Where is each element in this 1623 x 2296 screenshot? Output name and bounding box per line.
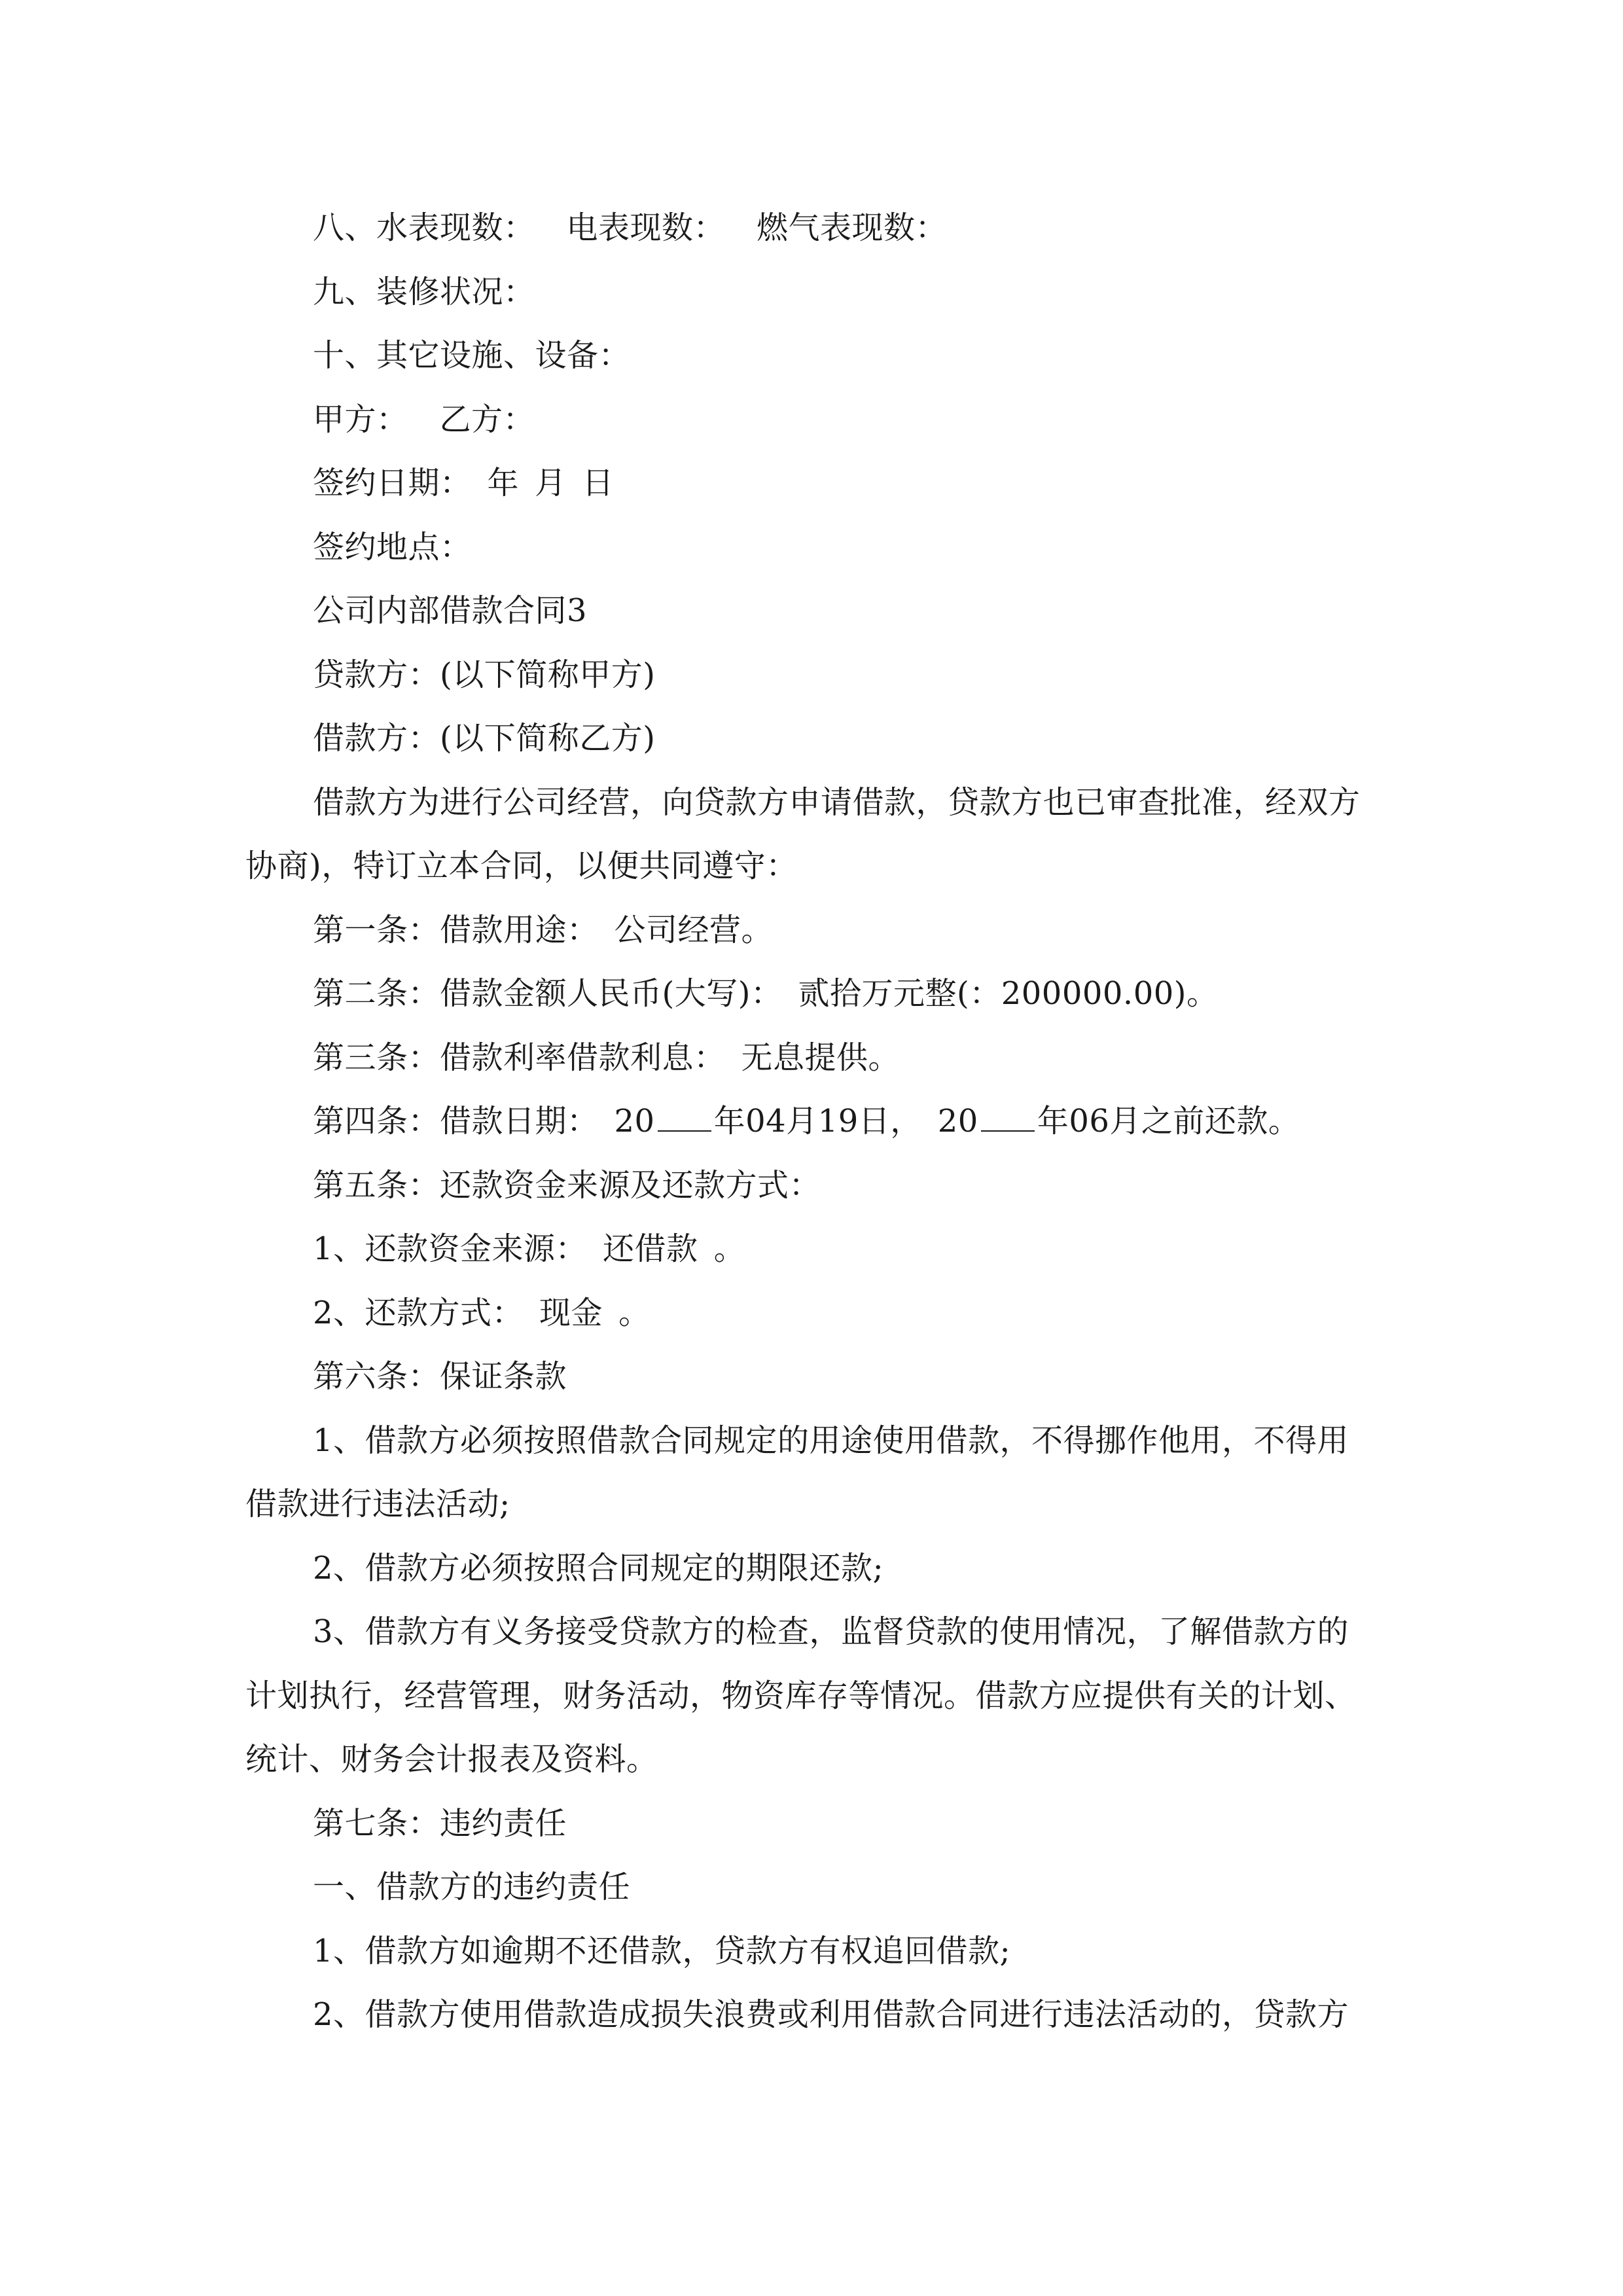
party-b-label: 乙方： — [439, 401, 535, 438]
repayment-method-value: 现金 — [539, 1294, 603, 1331]
borrower-line: 借款方：(以下简称乙方) — [313, 720, 656, 757]
article-3-label: 第三条：借款利率借款利息： — [313, 1039, 726, 1076]
repayment-method-line — [245, 1282, 1381, 1346]
preamble-line-1: 借款方为进行公司经营，向贷款方申请借款，贷款方也已审查批准，经双方 — [313, 783, 1361, 821]
article-2-value: 贰拾万元整(：200000.00)。 — [798, 975, 1219, 1012]
other-facilities-line: 十、其它设施、设备： — [313, 337, 631, 374]
decoration-status-line: 九、装修状况： — [313, 273, 535, 310]
article-4 — [245, 1090, 1381, 1154]
gas-meter-label: 燃气表现数： — [757, 209, 948, 246]
repay-date: 年06月之前还款。 — [1037, 1103, 1300, 1139]
repay-year-prefix: 20 — [937, 1103, 978, 1139]
article-3 — [245, 1026, 1381, 1090]
electric-meter-label: 电表现数： — [566, 209, 726, 246]
guarantee-3-line-1: 3、借款方有义务接受贷款方的检查，监督贷款的使用情况，了解借款方的 — [313, 1613, 1349, 1650]
repay-year-blank — [981, 1105, 1035, 1132]
repayment-method-end: 。 — [618, 1294, 651, 1331]
repayment-source-label: 1、还款资金来源： — [313, 1230, 588, 1267]
borrower-liability-heading: 一、借款方的违约责任 — [313, 1869, 631, 1905]
article-5: 第五条：还款资金来源及还款方式： — [313, 1166, 821, 1204]
article-2-label: 第二条：借款金额人民币(大写)： — [313, 975, 783, 1012]
repayment-source-end: 。 — [713, 1230, 746, 1267]
guarantee-2: 2、借款方必须按照合同规定的期限还款; — [313, 1549, 884, 1587]
date-month: 月 — [535, 465, 567, 501]
article-1-label: 第一条：借款用途： — [313, 911, 599, 948]
loan-start-year-blank — [658, 1105, 711, 1132]
document-body — [245, 196, 1381, 2047]
date-day: 日 — [582, 465, 615, 501]
article-6: 第六条：保证条款 — [313, 1358, 567, 1395]
meter-readings-line — [245, 196, 1381, 260]
article-3-value: 无息提供。 — [741, 1039, 901, 1076]
signing-place-line: 签约地点： — [313, 528, 472, 565]
repayment-source-value: 还借款 — [603, 1230, 698, 1267]
repayment-method-label: 2、还款方式： — [313, 1294, 524, 1331]
article-4-label: 第四条：借款日期： — [313, 1103, 599, 1139]
article-7: 第七条：违约责任 — [313, 1804, 567, 1842]
party-a-label: 甲方： — [313, 401, 408, 438]
repayment-source-line — [245, 1217, 1381, 1282]
preamble-line-2: 协商)，特订立本合同，以便共同遵守： — [245, 848, 798, 884]
signing-date-line — [245, 452, 1381, 516]
water-meter-label: 八、水表现数： — [313, 209, 535, 246]
guarantee-3-line-2: 计划执行，经营管理，财务活动，物资库存等情况。借款方应提供有关的计划、 — [245, 1677, 1357, 1714]
liability-2: 2、借款方使用借款造成损失浪费或利用借款合同进行违法活动的，贷款方 — [313, 1996, 1349, 2033]
liability-1: 1、借款方如逾期不还借款，贷款方有权追回借款; — [313, 1932, 1011, 1969]
parties-signature-line — [245, 388, 1381, 452]
guarantee-1-line-2: 借款进行违法活动; — [245, 1486, 510, 1522]
article-1-value: 公司经营。 — [614, 911, 774, 948]
lender-line: 贷款方：(以下简称甲方) — [313, 656, 656, 693]
signing-date-label: 签约日期： — [313, 465, 472, 501]
contract-title: 公司内部借款合同3 — [313, 592, 588, 629]
article-2 — [245, 962, 1381, 1026]
guarantee-3-line-3: 统计、财务会计报表及资料。 — [245, 1741, 658, 1778]
loan-start-year-prefix: 20 — [614, 1103, 655, 1139]
loan-start-date: 年04月19日， — [713, 1103, 922, 1139]
article-1 — [245, 899, 1381, 963]
date-year: 年 — [487, 465, 520, 501]
guarantee-1-line-1: 1、借款方必须按照借款合同规定的用途使用借款，不得挪作他用，不得用 — [313, 1422, 1349, 1459]
